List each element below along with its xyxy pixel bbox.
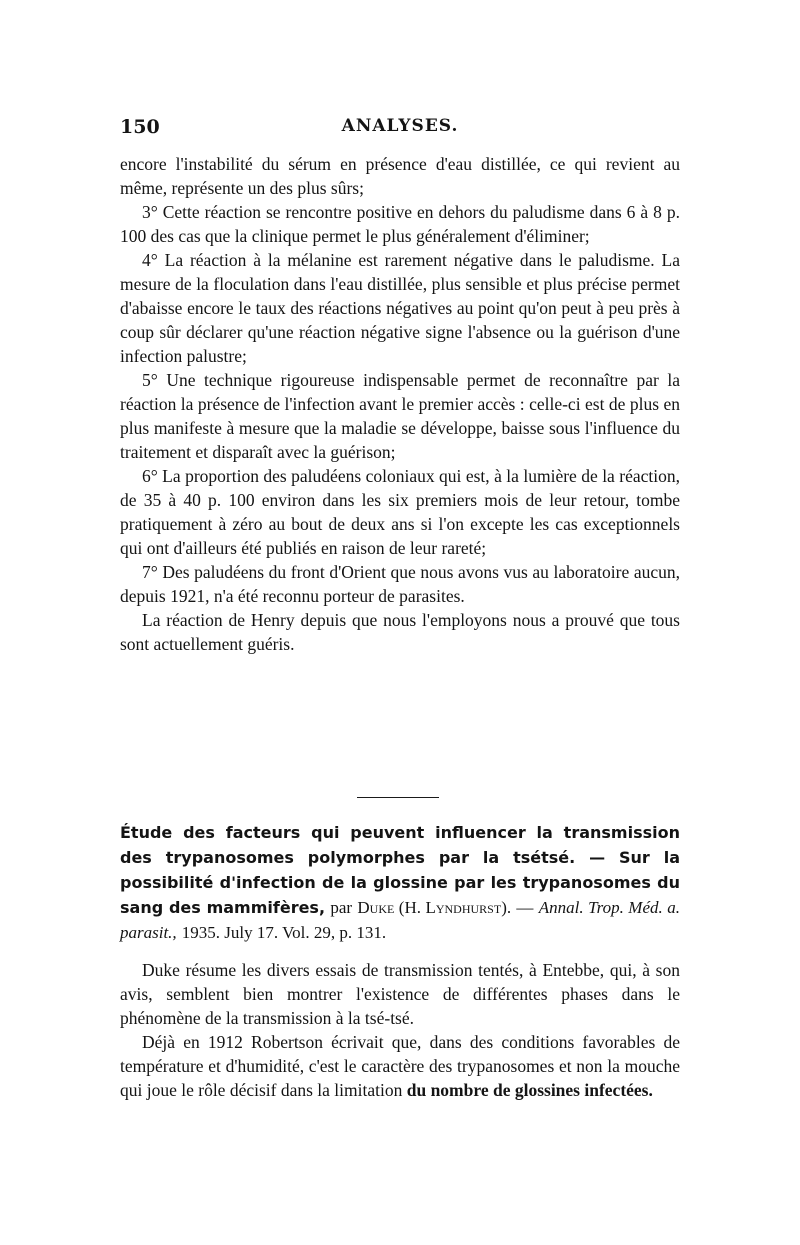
reference-details: 1935. July 17. Vol. 29, p. 131. (181, 923, 387, 942)
page-number: 150 (120, 116, 160, 138)
list-item-3: 3° Cette réaction se rencontre positive en dehors du paludisme dans 6 à 8 p. 100 des cas que la clinique permet le plus généralement d'éliminer; (120, 202, 680, 246)
page-header (120, 116, 680, 146)
review-text (120, 958, 680, 1102)
paragraph-conclusion: La réaction de Henry depuis que nous l'employons nous a prouvé que tous sont actuellement guéris. (120, 610, 680, 654)
review-paragraph-2-end: du nombre de glossines infectées. (406, 1080, 653, 1100)
paragraph-intro: encore l'instabilité du sérum en présence d'eau distillée, ce qui revient au même, représente un des plus sûrs; (120, 154, 680, 198)
reference-dash: — (516, 898, 534, 917)
review-paragraph-1: Duke résume les divers essais de transmission tentés, à Entebbe, qui, à son avis, semblent bien montrer l'existence de différentes phases dans le phénomène de la transmission à la tsé-tsé. (120, 960, 680, 1028)
list-item-4: 4° La réaction à la mélanine est rarement négative dans le paludisme. La mesure de la floculation dans l'eau distillée, plus sensible et plus précise permet d'abaisse encore le taux des réactions négatives au point qu'on peut à peu près à coup sûr déclarer qu'une réaction négative signe l'absence ou la guérison d'une infection palustre; (120, 250, 680, 366)
review-paragraph-2-start: Déjà en 1912 Robertson écrivait que, dans des conditions favorables de température et d'humidité, c'est le caractère des trypanosomes et non la mouche qui joue le rôle décisif dans la limitation (120, 1032, 680, 1100)
reference-title: Étude des facteurs qui peuvent influencer la transmission des trypanosomes polymorphes par la tsétsé. — Sur la possibilité d'infection de la glossine par les trypanosomes du sang des mammifères, (120, 823, 680, 917)
running-title: ANALYSES. (341, 116, 459, 136)
analysis-body-text (120, 152, 680, 656)
reference-author: Duke (H. Lyndhurst). (357, 898, 512, 917)
list-item-6: 6° La proportion des paludéens coloniaux qui est, à la lumière de la réaction, de 35 à 40 p. 100 environ dans les six premiers mois de leur retour, tombe pratiquement à zéro au bout de deux ans si l'on excepte les cas exceptionnels qui ont d'ailleurs été publiés en raison de leur rareté; (120, 466, 680, 558)
reference-author-prefix: par (330, 898, 353, 917)
review-paragraph-2 (120, 1030, 680, 1102)
bibliographic-reference (120, 820, 680, 945)
section-divider (357, 797, 439, 798)
list-item-7: 7° Des paludéens du front d'Orient que nous avons vus au laboratoire aucun, depuis 1921, n'a été reconnu porteur de parasites. (120, 562, 680, 606)
reference-journal: Annal. Trop. Méd. a. parasit., (120, 898, 680, 942)
list-item-5: 5° Une technique rigoureuse indispensable permet de reconnaître par la réaction la présence de l'infection avant le premier accès : celle-ci est de plus en plus manifeste à mesure que la maladie se développe, baisse sous l'influence du traitement et disparaît avec la guérison; (120, 370, 680, 462)
